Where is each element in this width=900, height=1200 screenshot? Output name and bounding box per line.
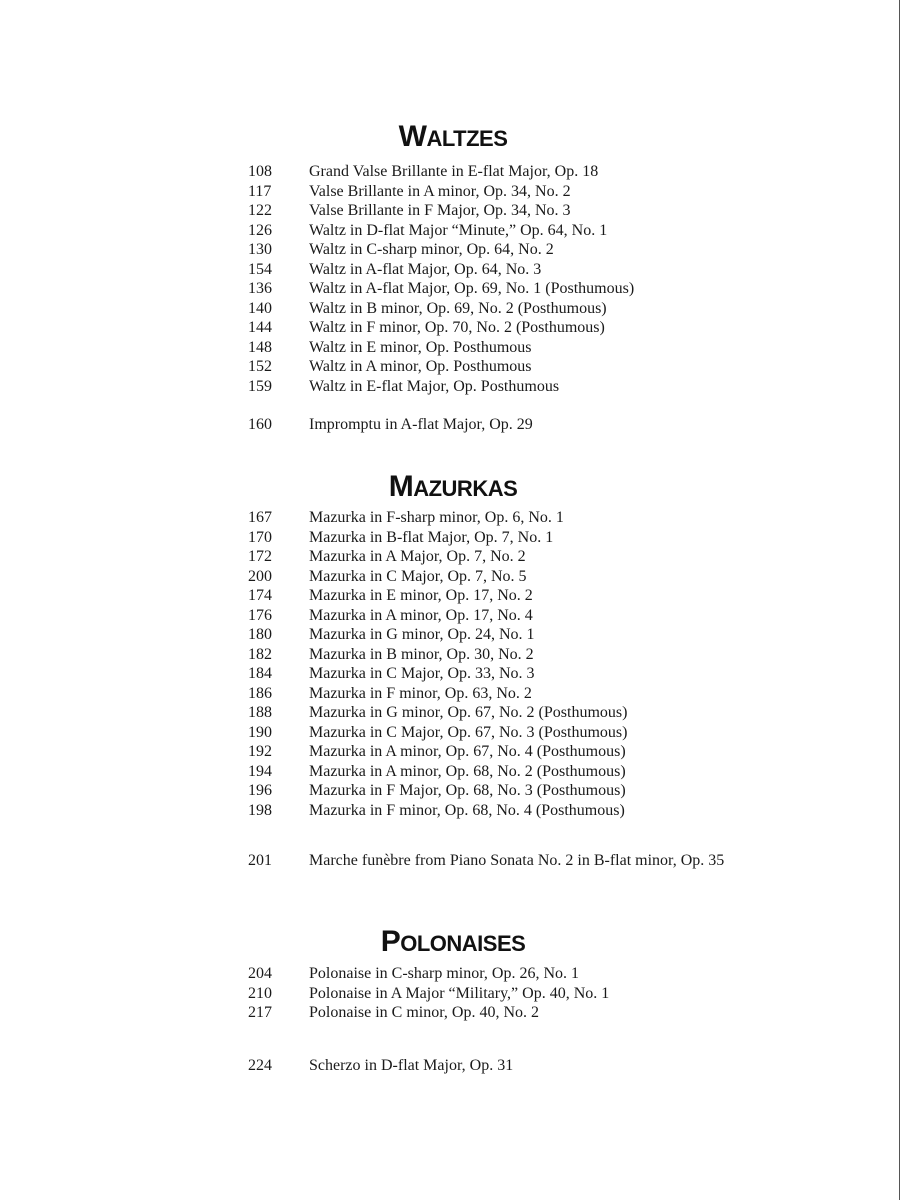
entry-title: Impromptu in A-flat Major, Op. 29 bbox=[309, 416, 533, 433]
entry-title: Mazurka in E minor, Op. 17, No. 2 bbox=[309, 587, 533, 604]
entry-page-number: 172 bbox=[248, 548, 272, 565]
entry-title: Polonaise in C minor, Op. 40, No. 2 bbox=[309, 1004, 540, 1021]
heading-rest: ALTZES bbox=[426, 126, 508, 151]
standalone-entry-marche-funebre bbox=[0, 851, 900, 871]
entry-page-number: 117 bbox=[248, 182, 272, 200]
entry-title: Waltz in C-sharp minor, Op. 64, No. 2 bbox=[309, 241, 554, 258]
entry-page-number: 174 bbox=[248, 587, 272, 604]
entry-page-number: 136 bbox=[248, 280, 272, 297]
entry-page-number: 182 bbox=[248, 645, 272, 663]
entry-title: Mazurka in B minor, Op. 30, No. 2 bbox=[309, 645, 534, 663]
entry-page-number: 144 bbox=[248, 319, 272, 336]
entry-page-number: 190 bbox=[248, 723, 272, 741]
heading-rest: AZURKAS bbox=[413, 476, 518, 501]
entry-page-number: 186 bbox=[248, 684, 272, 702]
entry-page-number: 160 bbox=[248, 416, 272, 433]
entry-title: Mazurka in A Major, Op. 7, No. 2 bbox=[309, 548, 526, 565]
entry-title: Mazurka in C Major, Op. 7, No. 5 bbox=[309, 567, 527, 585]
entry-page-number: 180 bbox=[248, 626, 272, 643]
entry-title: Waltz in E minor, Op. Posthumous bbox=[309, 338, 532, 356]
entry-title: Grand Valse Brillante in E-flat Major, Op. 18 bbox=[309, 163, 599, 180]
heading-initial: W bbox=[398, 120, 427, 153]
entry-title: Mazurka in F-sharp minor, Op. 6, No. 1 bbox=[309, 509, 564, 526]
entry-page-number: 184 bbox=[248, 665, 272, 682]
entry-page-number: 148 bbox=[248, 338, 272, 356]
entry-title: Polonaise in A Major “Military,” Op. 40, No. 1 bbox=[309, 984, 610, 1002]
entry-page-number: 224 bbox=[248, 1057, 272, 1074]
entry-page-number: 198 bbox=[248, 801, 272, 819]
entry-title: Mazurka in F Major, Op. 68, No. 3 (Posthumous) bbox=[309, 782, 626, 799]
entry-title: Waltz in F minor, Op. 70, No. 2 (Posthumous) bbox=[309, 319, 605, 336]
entry-title: Mazurka in B-flat Major, Op. 7, No. 1 bbox=[309, 528, 554, 546]
entry-page-number: 170 bbox=[248, 528, 272, 546]
standalone-entry-scherzo bbox=[0, 1056, 900, 1076]
entry-title: Mazurka in G minor, Op. 24, No. 1 bbox=[309, 626, 535, 643]
entry-page-number: 130 bbox=[248, 241, 272, 258]
standalone-entry-impromptu bbox=[0, 415, 900, 435]
entry-title: Mazurka in C Major, Op. 67, No. 3 (Posthumous) bbox=[309, 723, 628, 741]
entry-page-number: 176 bbox=[248, 606, 272, 624]
entry-title: Waltz in B minor, Op. 69, No. 2 (Posthumous) bbox=[309, 299, 607, 317]
entry-title: Polonaise in C-sharp minor, Op. 26, No. 1 bbox=[309, 965, 580, 982]
entry-title: Marche funèbre from Piano Sonata No. 2 in B-flat minor, Op. 35 bbox=[309, 852, 725, 869]
entry-title: Waltz in A minor, Op. Posthumous bbox=[309, 358, 532, 375]
entry-title: Waltz in D-flat Major “Minute,” Op. 64, No. 1 bbox=[309, 221, 608, 239]
entry-page-number: 192 bbox=[248, 743, 272, 760]
entry-page-number: 159 bbox=[248, 377, 272, 395]
entry-title: Mazurka in F minor, Op. 63, No. 2 bbox=[309, 684, 532, 702]
entry-page-number: 204 bbox=[248, 965, 272, 982]
entry-title: Waltz in A-flat Major, Op. 69, No. 1 (Posthumous) bbox=[309, 280, 635, 297]
section-heading-polonaises bbox=[0, 927, 900, 957]
entry-page-number: 201 bbox=[248, 852, 272, 869]
entry-title: Mazurka in F minor, Op. 68, No. 4 (Posthumous) bbox=[309, 801, 625, 819]
entry-page-number: 140 bbox=[248, 299, 272, 317]
entry-title: Waltz in A-flat Major, Op. 64, No. 3 bbox=[309, 260, 542, 278]
entry-title: Waltz in E-flat Major, Op. Posthumous bbox=[309, 377, 560, 395]
heading-rest: OLONAISES bbox=[400, 931, 526, 956]
entry-page-number: 200 bbox=[248, 567, 272, 585]
heading-initial: M bbox=[388, 470, 414, 503]
entry-title: Scherzo in D-flat Major, Op. 31 bbox=[309, 1057, 514, 1074]
entry-page-number: 126 bbox=[248, 221, 272, 239]
entry-page-number: 167 bbox=[248, 509, 272, 526]
entry-page-number: 154 bbox=[248, 260, 272, 278]
entry-title: Mazurka in A minor, Op. 68, No. 2 (Posthumous) bbox=[309, 762, 626, 780]
heading-initial: P bbox=[380, 925, 401, 958]
entry-page-number: 217 bbox=[248, 1004, 272, 1021]
entry-page-number: 194 bbox=[248, 762, 272, 780]
entry-page-number: 210 bbox=[248, 984, 272, 1002]
section-heading-mazurkas bbox=[0, 472, 900, 502]
section-heading-waltzes bbox=[0, 122, 900, 152]
entry-title: Mazurka in A minor, Op. 67, No. 4 (Posthumous) bbox=[309, 743, 626, 760]
entry-page-number: 108 bbox=[248, 163, 272, 180]
entry-title: Mazurka in C Major, Op. 33, No. 3 bbox=[309, 665, 535, 682]
entry-page-number: 122 bbox=[248, 202, 272, 219]
entry-page-number: 188 bbox=[248, 704, 272, 721]
entry-title: Valse Brillante in A minor, Op. 34, No. 2 bbox=[309, 182, 571, 200]
entry-title: Valse Brillante in F Major, Op. 34, No. 3 bbox=[309, 202, 571, 219]
entry-title: Mazurka in G minor, Op. 67, No. 2 (Posthumous) bbox=[309, 704, 628, 721]
entry-title: Mazurka in A minor, Op. 17, No. 4 bbox=[309, 606, 533, 624]
entry-page-number: 152 bbox=[248, 358, 272, 375]
entry-page-number: 196 bbox=[248, 782, 272, 799]
